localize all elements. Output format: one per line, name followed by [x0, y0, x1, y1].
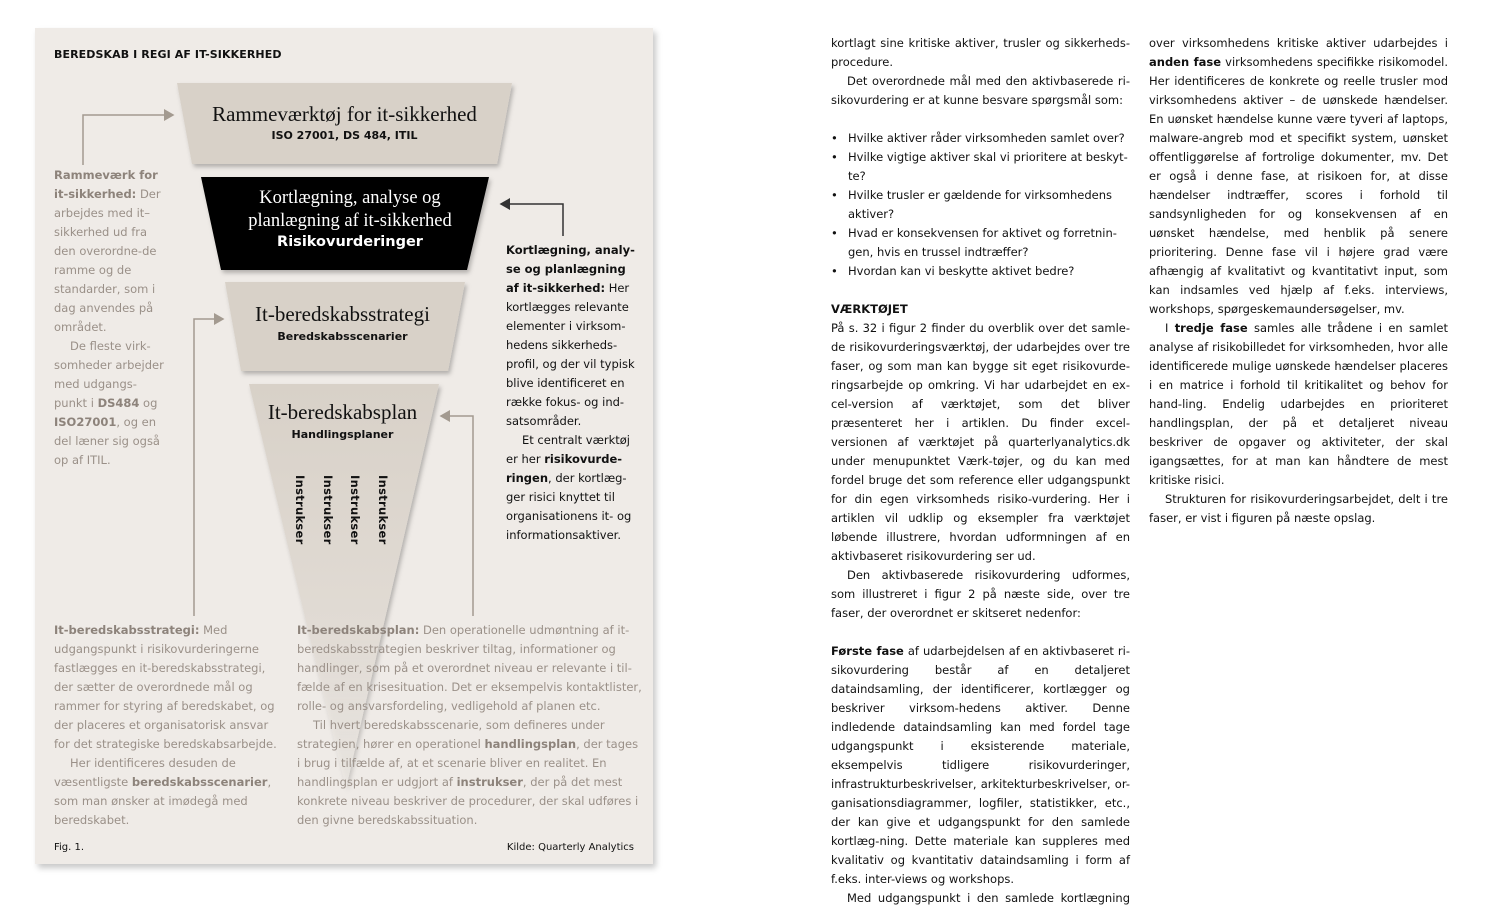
level-2-subtitle: Risikovurderinger: [277, 234, 423, 250]
paragraph: Med udgangspunkt i den samlede kortlægning: [847, 891, 1130, 905]
level-3-subtitle: Beredskabsscenarier: [277, 330, 408, 343]
mapping-note-heading: Kortlægning, analy-se og planlægning af it-sikkerhed:: [506, 243, 635, 295]
framework-note-text: De fleste virk-somheder arbejder med udgangs-punkt i: [54, 339, 164, 410]
mapping-note-bold: risikovurde-ringen: [506, 452, 623, 485]
arrow-right-mid: [501, 204, 563, 236]
list-item: • Hvilke vigtige aktiver skal vi prioritere at beskyt-te?: [831, 148, 1130, 186]
framework-note-text: , og en del læner sig også op af ITIL.: [54, 415, 160, 467]
list-item: • Hvad er konsekvensen for aktivet og forretnin-gen, hvis en trussel indtræffer?: [831, 224, 1130, 262]
paragraph-text: af udarbejdelsen af en aktivbaseret ri-sikovurdering består af en detaljeret dataindsamling, der identificerer, kortlægger og beskriver virksom-hedens aktiver. Denne indledende dataindsamling kan med fordel tage udgangspunkt i eksisterende materiale, eksempelvis tidligere risikovurderinger, infrastrukturbeskrivelser, arkitekturbeskrivelser, or-ganisationsdiagrammer, logfiler, statistikker, etc., der kan give et udgangspunkt for den samlede kortlæg-ning. Dette materiale kan suppleres med kvalitativ og kvantitativ dataindsamling i form af f.eks. inter-views og workshops.: [831, 644, 1130, 886]
figure-source: Kilde: Quarterly Analytics: [506, 842, 634, 853]
mapping-note: [506, 241, 641, 545]
list-item: • Hvordan kan vi beskytte aktivet bedre?: [831, 262, 1130, 281]
instruction-label: Instrukser: [293, 475, 307, 545]
figure-panel: [35, 28, 653, 864]
plan-note-heading: It-beredskabsplan:: [297, 623, 420, 637]
level-4-subtitle: Handlingsplaner: [291, 428, 394, 441]
paragraph: På s. 32 i figur 2 finder du overblik over det samle-de risikovurderingsværktøj, der udarbejdes over tre faser, og som man kan bygge sit eget risikovurde-ringsarbejde op omkring. Vi har udarbejdet en ex-cel-version af værktøjet, som det bliver præsenteret her i artiklen. Du finder excel-versionen af værktøjet på quarterlyanalytics.dk under menupunktet Værk-tøjer, og du kan med fordel bruge det som reference eller udgangspunkt for din egen virksomheds risiko-vurdering. Her i artiklen vil udklip og eksempler fra værktøjet løbende illustrere, hvordan udformningen af en aktivbaseret risikovurdering ser ud.: [831, 321, 1130, 563]
instruction-label: Instrukser: [321, 475, 335, 545]
plan-note-text: , der tages i brug i tilfælde af, at et scenarie bliver en realitet. En handlingsplan er udgjort af: [297, 737, 639, 789]
framework-note-heading: Rammeværk for it-sikkerhed:: [54, 168, 158, 201]
article-column-1: [831, 34, 1130, 908]
arrow-left-top: [83, 115, 173, 165]
phase-2-label: anden fase: [1149, 55, 1222, 69]
instruction-label: Instrukser: [376, 475, 390, 545]
paragraph: [1149, 319, 1448, 490]
mapping-note-text: , der kortlæg-ger risici knyttet til organisationens it- og informationsaktiver.: [506, 471, 632, 542]
paragraph: [831, 642, 1130, 889]
figure-label: Fig. 1.: [54, 842, 85, 853]
paragraph: Strukturen for risikovurderingsarbejdet, delt i tre faser, er vist i figuren på næste opslag.: [1149, 492, 1448, 525]
framework-note-text: og: [139, 396, 158, 410]
level-2-title-line1: Kortlægning, analyse og: [259, 188, 441, 208]
strategy-note-text: Med udgangspunkt i risikovurderingerne fastlægges en it-beredskabsstrategi, der sætter de overordnede mål og rammer for styring af beredskabet, og der placeres et organisatorisk ansvar for det strategiske beredskabsarbejde.: [54, 623, 277, 751]
paragraph-text: virksomhedens specifikke risikomodel. Her identificeres de konkrete og reelle trusler mod virksomhedens aktiver – de uønskede hændelser. En uønsket hændelse kunne være tyveri af laptops, malware-angreb mod et specifikt system, uønsket offentliggørelse af fortrolige dokumenter, mv. Det er også i denne fase, at risikoen for, at disse hændelser indtræffer, scores i forhold til sandsynligheden for og konsekvensen af en uønsket hændelse, med henblik på senere prioritering. Denne fase vil i højere grad være afhængig af kvalitativt og kvantitativt input, som kan indsamles ved hjælp af f.eks. interviews, workshops, spørgeskemaundersøgelser, mv.: [1149, 55, 1449, 316]
mapping-note-text: Et centralt værktøj er her: [506, 433, 630, 466]
level-2-title-line2: planlægning af it-sikkerhed: [248, 211, 452, 231]
paragraph: Det overordnede mål med den aktivbaserede ri-sikovurdering er at kunne besvare spørgsmål som:: [831, 74, 1130, 107]
level-3-box: [225, 302, 460, 343]
paragraph: kortlagt sine kritiske aktiver, trusler og sikkerheds-procedure.: [831, 36, 1130, 69]
level-4-title: It-beredskabsplan: [267, 400, 418, 424]
strategy-note: [54, 621, 284, 830]
phase-1-label: Første fase: [831, 644, 904, 658]
paragraph-text: over virksomhedens kritiske aktiver udarbejdes i: [1149, 36, 1448, 50]
paragraph-text: samles alle trådene i en samlet analyse af risikobilledet for virksomheden, hvor alle identificerede mulige uønskede hændelser placeres i en matrice i forhold til kritikalitet og behov for hand-ling. Endelig udarbejdes en prioriteret handlingsplan, der på et detaljeret niveau beskriver de opgaver og aktiviteter, der skal igangsættes, for at man kan håndtere de mest kritiske risici.: [1149, 321, 1448, 487]
framework-note-bold: DS484: [97, 396, 140, 410]
level-1-title: Rammeværktøj for it-sikkerhed: [212, 102, 477, 126]
question-list: [831, 129, 1130, 281]
level-4-box: [250, 400, 435, 441]
plan-note-bold: handlingsplan: [484, 737, 577, 751]
instruction-label: Instrukser: [348, 475, 362, 545]
list-item: • Hvilke trusler er gældende for virksomhedens aktiver?: [831, 186, 1130, 224]
strategy-note-text: Her identificeres desuden de væsentligste: [54, 756, 236, 789]
level-1-box: [178, 102, 511, 142]
mapping-note-text: Her kortlægges relevante elementer i virksom-hedens sikkerheds-profil, og der vil typisk blive identificeret en række fokus- og ind-satsområder.: [506, 281, 635, 428]
arrow-left-low: [194, 319, 223, 616]
strategy-note-text: , som man ønsker at imødegå med beredskabet.: [54, 775, 272, 827]
framework-note-bold: ISO27001: [54, 415, 117, 429]
framework-note-text: Der arbejdes med it–sikkerhed ud fra den overordne-de ramme og de standarder, som i dag anvendes på området.: [54, 187, 161, 334]
plan-note: [297, 621, 642, 830]
phase-3-label: tredje fase: [1174, 321, 1248, 335]
paragraph: Den aktivbaserede risikovurdering udformes, som illustreret i figur 2 på næste side, over tre faser, der overordnet er skitseret nedenfor:: [831, 568, 1130, 620]
paragraph-text: I: [1165, 321, 1175, 335]
arrow-right-low: [441, 416, 473, 616]
section-heading: VÆRKTØJET: [831, 302, 908, 316]
level-2-box: [200, 187, 500, 250]
plan-note-text: Til hvert beredskabsscenarie, som defineres under strategien, hører en operationel: [297, 718, 605, 751]
paragraph: [1149, 34, 1448, 319]
figure-title: BEREDSKAB I REGI AF IT-SIKKERHED: [54, 48, 282, 61]
article-column-2: [1149, 34, 1448, 528]
plan-note-text: Den operationelle udmøntning af it-beredskabsstrategien beskriver tiltag, informationer og handlinger, som på et overordnet niveau er relevante i til-fælde af en krisesituation. Det er eksempelvis kontaktlister, rolle- og ansvarsfordeling, vedligehold af planen etc.: [297, 623, 642, 713]
framework-note: [54, 166, 169, 470]
plan-note-text: , der på det mest konkrete niveau beskriver de procedurer, der skal udføres i den givne beredskabssituation.: [297, 775, 639, 827]
level-1-subtitle: ISO 27001, DS 484, ITIL: [271, 129, 418, 142]
list-item: • Hvilke aktiver råder virksomheden samlet over?: [831, 129, 1130, 148]
plan-note-bold: instrukser: [456, 775, 523, 789]
level-3-title: It-beredskabsstrategi: [255, 302, 430, 326]
strategy-note-bold: beredskabsscenarier: [131, 775, 268, 789]
strategy-note-heading: It-beredskabsstrategi:: [54, 623, 200, 637]
